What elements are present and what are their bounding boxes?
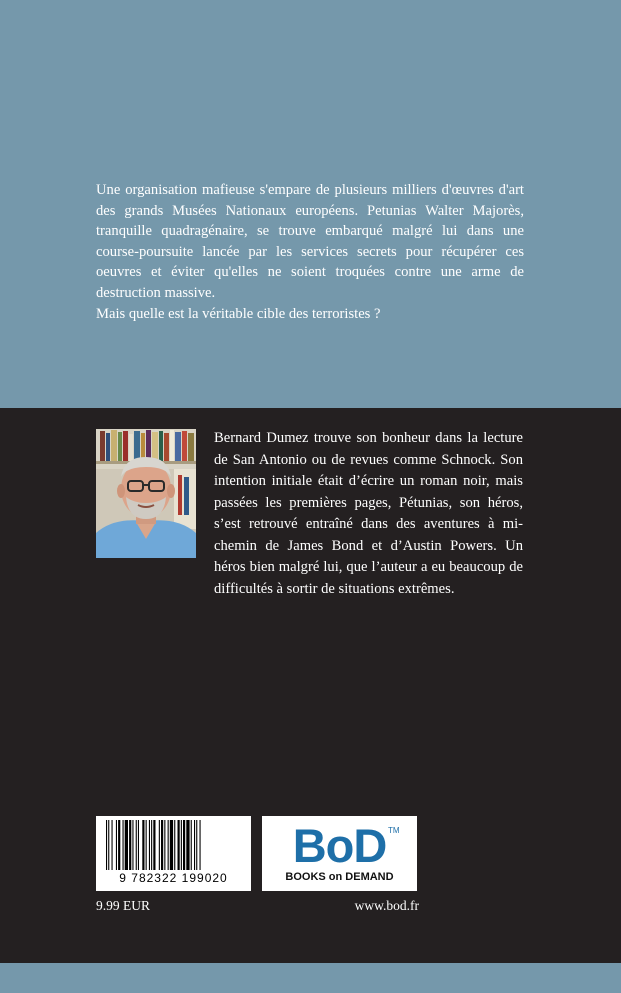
bod-trademark: TM: [388, 826, 400, 835]
synopsis-text: [96, 180, 524, 324]
barcode-bars-graphic: [106, 820, 241, 870]
author-bio: Bernard Dumez trouve son bonheur dans la lecture de San Antonio ou de revues comme Schnock. Son intention initiale était d’écrire un roman noir, mais passées les premières pages, Pétunias, son héros, s’est retrouvé entraîné dans des aventures à mi-chemin de James Bond et d’Austin Powers. Un héros bien malgré lui, que l’auteur a eu beaucoup de difficultés à sortir de situations extrêmes.: [214, 430, 523, 597]
author-portrait-image: [96, 429, 196, 558]
isbn-barcode: [96, 816, 251, 891]
barcode-digits: 9 782322 199020: [119, 871, 228, 885]
price-label: 9.99 EUR: [96, 898, 150, 913]
publisher-logo: [262, 816, 417, 891]
cover-bottom-strip: [0, 963, 621, 993]
bod-tagline: BOOKS on DEMAND: [285, 871, 394, 883]
bod-logo-text: BoD: [292, 819, 387, 872]
publisher-website: www.bod.fr: [354, 898, 419, 913]
author-photo: [96, 429, 196, 558]
synopsis-paragraph: Une organisation mafieuse s'empare de plusieurs milliers d'œuvres d'art des grands Musées Nationaux européens. Petunias Walter Majorès, tranquille quadragénaire, se trouve embarqué malgré lui dans une course-poursuite lancée par les services secrets pour récupérer ces oeuvres et éviter qu'elles ne soient troquées contre une arme de destruction massive.: [96, 182, 524, 301]
synopsis-question: Mais quelle est la véritable cible des terroristes ?: [96, 305, 381, 322]
